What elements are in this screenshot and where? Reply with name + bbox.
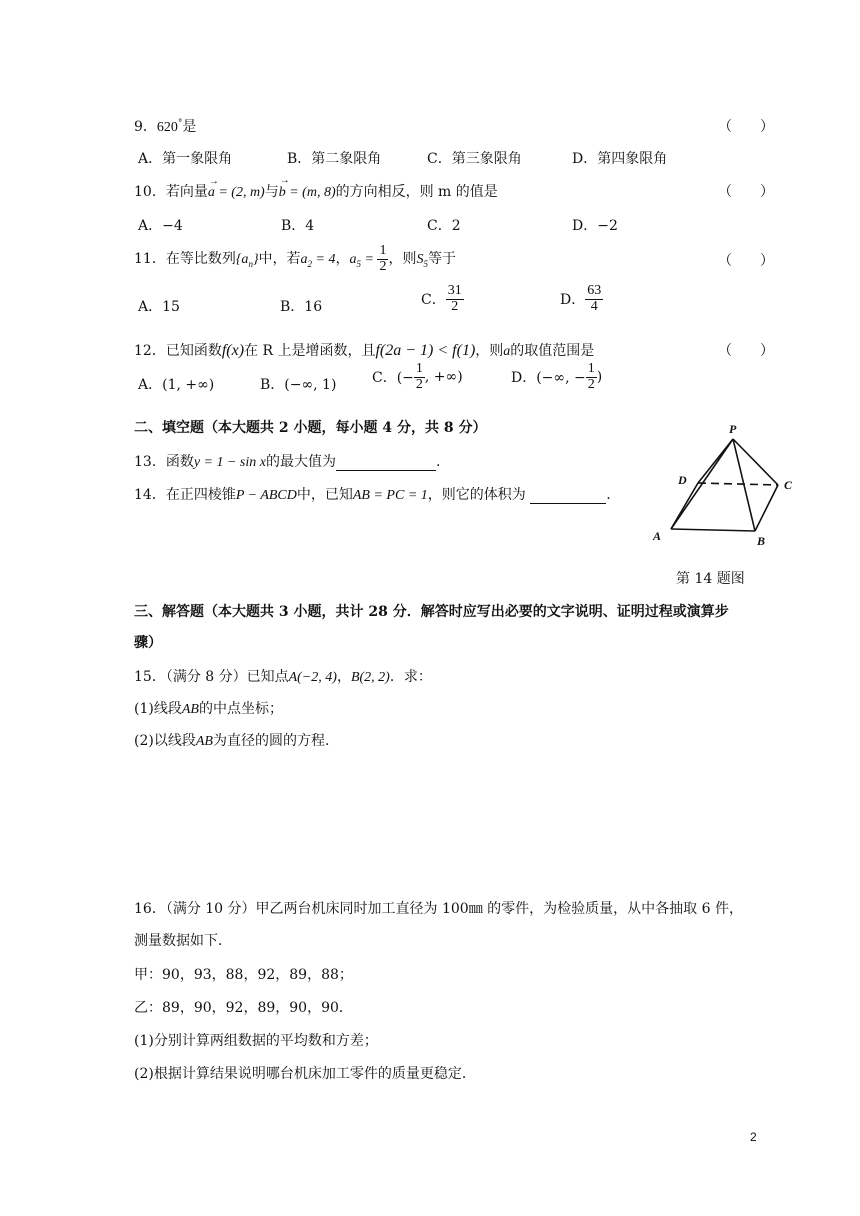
figure-caption: 第 14 题图 bbox=[676, 571, 745, 587]
q11-fraction-half: $\frac{1}{2}$ bbox=[379, 243, 387, 274]
q16-part-1: (1)分别计算两组数据的平均数和方差； bbox=[134, 1033, 378, 1049]
q12-option-c: C．(− $\frac{1}{2}$ , +∞) bbox=[372, 361, 463, 392]
q10-option-b: B．4 bbox=[281, 218, 315, 234]
q10-answer-paren: （ ） bbox=[718, 184, 774, 200]
q16-part-2: (2)根据计算结果说明哪台机床加工零件的质量更稳定． bbox=[134, 1066, 476, 1082]
q9-option-a: A．第一象限角 bbox=[138, 151, 233, 167]
q10-vector-a-value: = (2, m) bbox=[214, 185, 265, 200]
section-3-title: 三、解答题（本大题共 3 小题，共计 28 分．解答时应写出必要的文字说明、证明过程或演算步 bbox=[134, 604, 729, 620]
label-D: D bbox=[678, 473, 687, 487]
edge-BC bbox=[755, 485, 778, 531]
q14-pyramid: P − ABCD bbox=[235, 488, 297, 503]
q11-sequence: $\{a_n\}$ bbox=[235, 252, 259, 269]
page-number: 2 bbox=[750, 1130, 757, 1144]
q11-text-3: ，则 bbox=[388, 251, 417, 268]
q12-text-4: 的取值范围是 bbox=[510, 343, 595, 359]
section-3-title-cont: 骤） bbox=[134, 635, 162, 651]
q10-vector-b-value: = (m, 8) bbox=[285, 185, 336, 200]
q13-end: . bbox=[436, 454, 441, 470]
q16-data-yi: 乙：89，90，92，89，90，90． bbox=[134, 1000, 353, 1016]
q11-a5: $a_5$ = bbox=[349, 252, 378, 269]
q10-text-2: 与 bbox=[264, 184, 279, 200]
q10-number: 10． bbox=[134, 184, 166, 200]
q15-point-a: A(−2, 4) bbox=[288, 670, 337, 685]
edge-PD bbox=[698, 439, 733, 483]
q13-number: 13． bbox=[134, 454, 166, 470]
q14-answer-blank bbox=[530, 487, 606, 504]
q11-text-2: 中，若 bbox=[258, 251, 301, 268]
q13-text-1: 函数 bbox=[165, 454, 194, 470]
q15-head: 15．（满分 8 分）已知点 bbox=[134, 669, 289, 685]
section-2-title: 二、填空题（本大题共 2 小题，每小题 4 分，共 8 分） bbox=[134, 420, 487, 436]
q11-text-4: 等于 bbox=[427, 251, 456, 268]
q9-number: 9． bbox=[134, 119, 157, 135]
vector-a: → a bbox=[207, 176, 219, 200]
q14-number: 14． bbox=[134, 487, 166, 503]
question-14 bbox=[134, 484, 611, 504]
edge-AB bbox=[671, 529, 755, 531]
vector-b: → b bbox=[278, 175, 290, 200]
q9-answer-paren: （ ） bbox=[718, 119, 774, 135]
question-15 bbox=[134, 666, 432, 686]
q10-text-3: 的方向相反，则 m 的值是 bbox=[335, 184, 498, 200]
q12-text-2: 在 R 上是增函数，且 bbox=[244, 343, 376, 359]
q12-number: 12． bbox=[134, 343, 166, 359]
q12-inequality: f(2a − 1) < f(1) bbox=[375, 342, 476, 359]
label-C: C bbox=[784, 478, 793, 492]
q12-option-d: D．(−∞, − $\frac{1}{2}$ ) bbox=[511, 361, 603, 392]
q11-s5: $S_5$ bbox=[416, 252, 428, 269]
q12-option-a: A．(1, +∞) bbox=[138, 377, 215, 393]
q11-number: 11． bbox=[134, 251, 166, 268]
q9-degree: ° bbox=[177, 118, 183, 129]
q12-variable: a bbox=[503, 344, 511, 359]
q14-condition: AB = PC = 1 bbox=[352, 488, 428, 503]
q12-text-1: 已知函数 bbox=[165, 343, 222, 359]
question-11 bbox=[134, 244, 456, 274]
edge-PC bbox=[733, 439, 778, 485]
q15-point-b: B(2, 2) bbox=[350, 670, 390, 685]
q12-option-b: B．(−∞, 1) bbox=[260, 377, 337, 393]
pyramid-figure bbox=[645, 418, 805, 548]
q12-answer-paren: （ ） bbox=[718, 343, 774, 359]
q9-option-c: C．第三象限角 bbox=[427, 151, 522, 167]
question-12 bbox=[134, 340, 594, 360]
q15-tail: ．求： bbox=[389, 669, 432, 685]
q16-data-jia: 甲：90，93，88，92，89，88； bbox=[134, 967, 353, 983]
question-9 bbox=[134, 116, 196, 136]
q14-end: . bbox=[606, 487, 611, 503]
q9-angle: 620 bbox=[156, 120, 178, 135]
q9-option-b: B．第二象限角 bbox=[287, 151, 382, 167]
edge-AD bbox=[671, 483, 698, 529]
q13-text-2: 的最大值为 bbox=[266, 454, 336, 470]
q10-option-c: C．2 bbox=[427, 218, 461, 234]
q14-text-2: 中，已知 bbox=[296, 487, 353, 503]
q13-expression: y = 1 − sin x bbox=[193, 455, 266, 470]
q11-sep: ， bbox=[335, 251, 350, 268]
q11-text-1: 在等比数列 bbox=[165, 251, 236, 268]
q16-line-1: 16．（满分 10 分）甲乙两台机床同时加工直径为 100㎜ 的零件，为检验质量，从中各抽取 6 件， bbox=[134, 901, 743, 917]
q16-line-2: 测量数据如下． bbox=[134, 933, 232, 949]
q10-text-1: 若向量 bbox=[165, 184, 208, 200]
label-P: P bbox=[729, 422, 737, 436]
q11-answer-paren: （ ） bbox=[718, 253, 774, 269]
q13-answer-blank bbox=[336, 454, 436, 471]
q10-option-a: A．−4 bbox=[138, 218, 183, 234]
q11-a2: $a_2 = 4$ bbox=[300, 252, 336, 269]
q14-text-1: 在正四棱锥 bbox=[165, 487, 236, 503]
label-B: B bbox=[757, 534, 766, 548]
q11-option-b: B．16 bbox=[280, 299, 323, 315]
q9-tail: 是 bbox=[182, 119, 197, 135]
q12-text-3: ，则 bbox=[475, 343, 504, 359]
question-13 bbox=[134, 451, 440, 471]
label-A: A bbox=[653, 529, 662, 543]
question-10 bbox=[134, 175, 498, 201]
q10-option-d: D．−2 bbox=[572, 218, 618, 234]
edge-DC-hidden bbox=[698, 483, 778, 485]
q15-part-1: (1)线段AB的中点坐标； bbox=[134, 701, 283, 717]
q9-option-d: D．第四象限角 bbox=[572, 151, 668, 167]
q12-function: f(x) bbox=[221, 342, 245, 359]
q11-option-a: A．15 bbox=[138, 299, 180, 315]
q11-option-d: D． $\frac{63}{4}$ bbox=[560, 283, 602, 314]
q15-sep: ， bbox=[336, 669, 351, 685]
q15-part-2: (2)以线段AB为直径的圆的方程. bbox=[134, 733, 330, 749]
q11-option-c: C． $\frac{31}{2}$ bbox=[421, 283, 462, 314]
q14-text-3: ，则它的体积为 bbox=[427, 487, 526, 503]
